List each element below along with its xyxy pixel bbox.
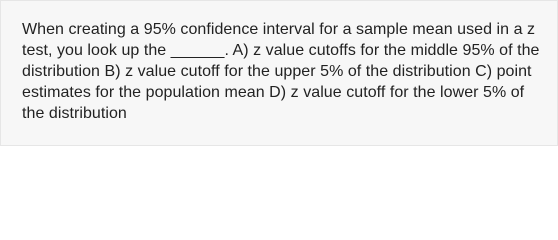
question-text: When creating a 95% confidence interval for a sample mean used in a z test, you look up the ______. A) z value cutoffs for the middle 95% of the distribution B) z value cutoff for the upper 5% of the distribution C) point estimates for the population mean D) z value cutoff for the lower 5% of the distribution [22,21,540,122]
